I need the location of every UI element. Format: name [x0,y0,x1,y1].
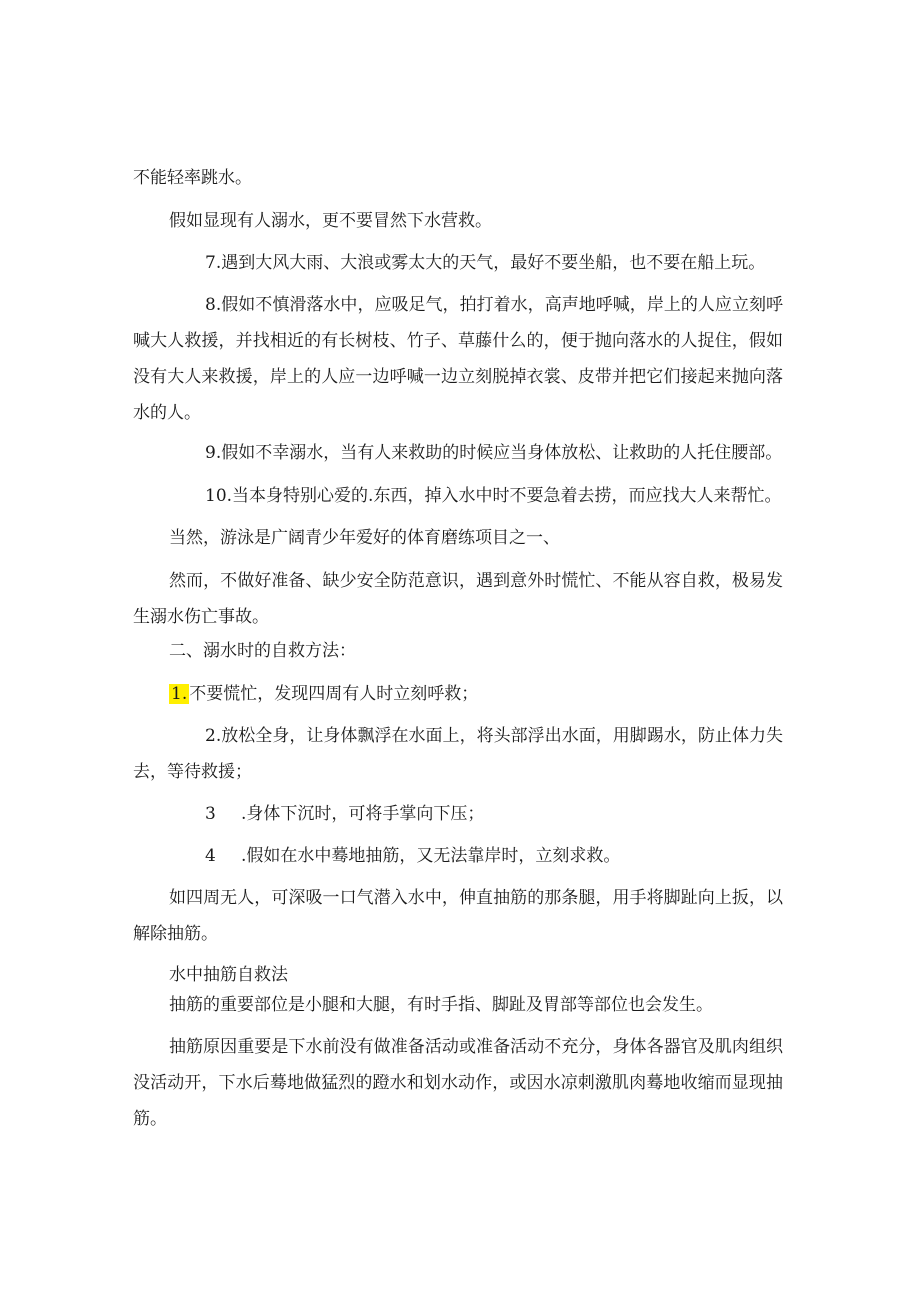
self-rescue-item-2 [133,718,783,790]
list-text: 不要慌忙，发现四周有人时立刻呼救； [189,684,479,704]
list-number: 3 [205,804,216,824]
paragraph-cramp-locations: 抽筋的重要部位是小腿和大腿，有时手指、脚趾及胃部等部位也会发生。 [169,995,713,1015]
paragraph-no-diving: 不能轻率跳水。 [133,168,252,188]
list-item-8 [133,287,783,431]
list-number: 9 [205,443,216,463]
self-rescue-item-4 [133,838,783,874]
list-text: .遇到大风大雨、大浪或雾太大的天气，最好不要坐船，也不要在船上玩。 [215,253,766,273]
list-number: 8 [205,295,216,315]
list-text: .假如不慎滑落水中，应吸足气，拍打着水，高声地呼喊，岸上的人应立刻呼喊大人救援，并找相近的有长树枝、竹子、草藤什么的，便于抛向落水的人捉住，假如没有大人来救援，岸上的人应一边呼喊一边立刻脱掉衣裳、皮带并把它们接起来抛向落水的人。 [133,295,783,423]
paragraph-swimming: 当然，游泳是广阔青少年爱好的体育磨练项目之一、 [169,528,560,548]
list-text: .假如在水中蓦地抽筋，又无法靠岸时，立刻求救。 [241,846,621,866]
subheading-cramp-self-rescue: 水中抽筋自救法 [169,965,288,985]
list-item-10 [133,478,783,514]
list-number: 10 [205,486,227,506]
paragraph-accident-risk: 然而，不做好准备、缺少安全防范意识，遇到意外时慌忙、不能从容自救，极易发生溺水伤亡事故。 [133,571,783,627]
list-number: 2 [205,726,216,746]
list-text: .放松全身，让身体飘浮在水面上，将头部浮出水面，用脚踢水，防止体力失去，等待救援； [133,726,783,782]
list-text: .假如不幸溺水，当有人来救助的时候应当身体放松、让救助的人托住腰部。 [215,443,783,463]
list-text: .身体下沉时，可将手掌向下压； [241,804,485,824]
paragraph-cramp-alone: 如四周无人，可深吸一口气潜入水中，伸直抽筋的那条腿，用手将脚趾向上扳，以解除抽筋。 [133,888,783,944]
list-number: 4 [205,846,216,866]
list-item-9 [133,435,783,471]
self-rescue-item-3 [133,796,783,832]
list-number: 7 [205,253,216,273]
list-item-7 [133,245,783,281]
section-heading-self-rescue: 二、溺水时的自救方法： [169,641,356,661]
paragraph-cramp-causes: 抽筋原因重要是下水前没有做准备活动或准备活动不充分，身体各器官及肌肉组织没活动开，下水后蓦地做猛烈的蹬水和划水动作，或因水凉刺激肌肉蓦地收缩而显现抽筋。 [133,1037,783,1129]
highlighted-number: 1. [171,684,188,704]
paragraph-no-rescue-alone: 假如显现有人溺水，更不要冒然下水营救。 [169,211,492,231]
list-text: .当本身特别心爱的.东西，掉入水中时不要急着去捞，而应找大人来帮忙。 [226,486,782,506]
self-rescue-item-1 [133,676,783,712]
